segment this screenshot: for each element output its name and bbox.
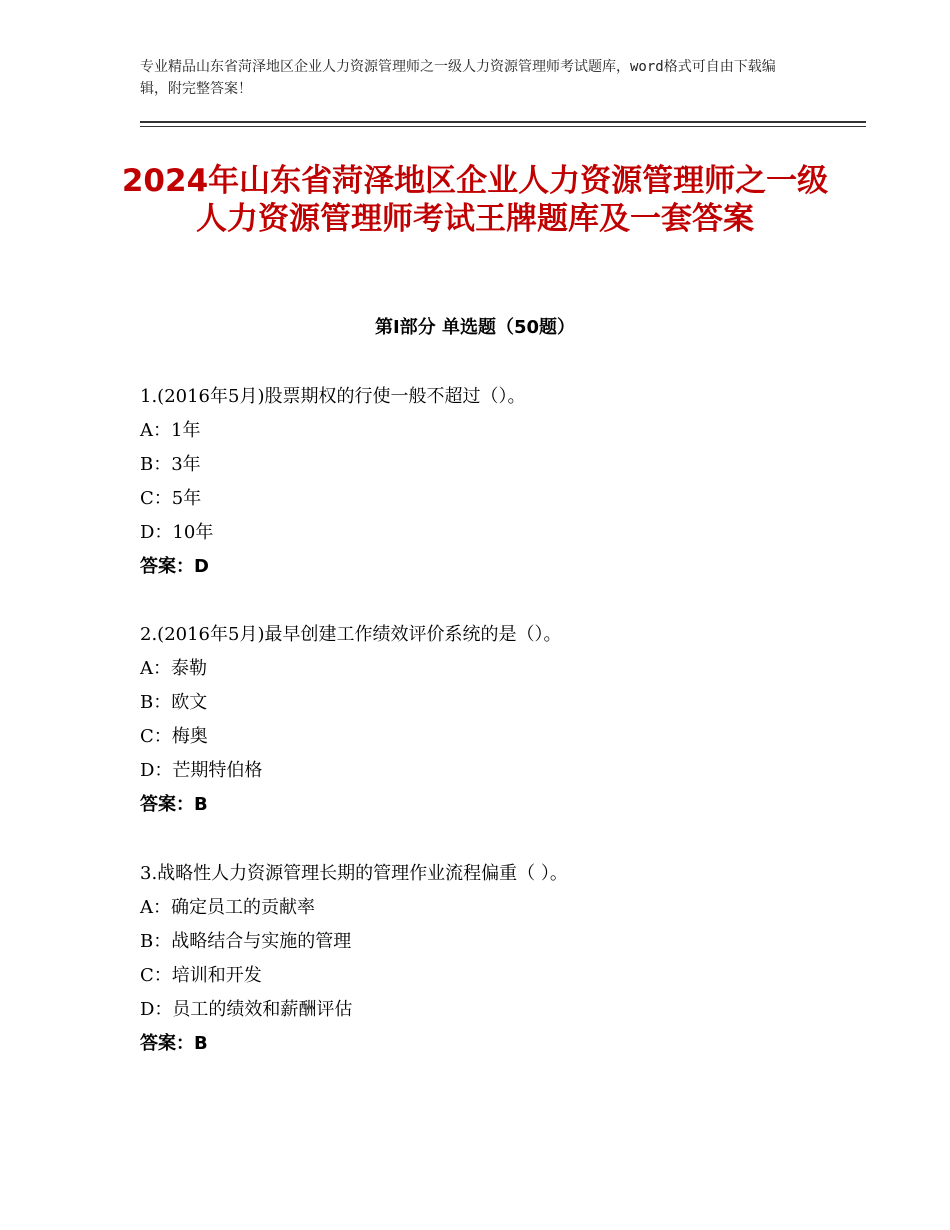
option-c: C：5年 — [140, 488, 202, 509]
question-2 — [140, 618, 860, 822]
answer-label: 答案：B — [140, 1033, 208, 1054]
answer-label: 答案：D — [140, 556, 209, 577]
question-stem: 1.(2016年5月)股票期权的行使一般不超过（）。 — [140, 386, 526, 407]
option-d: D：芒期特伯格 — [140, 760, 263, 781]
question-stem: 2.(2016年5月)最早创建工作绩效评价系统的是（）。 — [140, 624, 562, 645]
option-a: A：确定员工的贡献率 — [140, 897, 315, 918]
header-rule-thick — [140, 121, 866, 123]
option-c: C：梅奥 — [140, 726, 208, 747]
option-c: C：培训和开发 — [140, 965, 262, 986]
option-d: D：10年 — [140, 522, 214, 543]
document-title: 2024年山东省菏泽地区企业人力资源管理师之一级人力资源管理师考试王牌题库及一套答案 — [121, 163, 829, 237]
question-stem: 3.战略性人力资源管理长期的管理作业流程偏重（ ）。 — [140, 863, 568, 884]
question-1 — [140, 380, 860, 584]
option-a: A：1年 — [140, 420, 201, 441]
header-rule-thin — [140, 126, 866, 127]
document-header-note: 专业精品山东省菏泽地区企业人力资源管理师之一级人力资源管理师考试题库，word格式可自由下载编辑，附完整答案！ — [140, 59, 776, 97]
question-3 — [140, 857, 860, 1061]
answer-label: 答案：B — [140, 794, 208, 815]
option-d: D：员工的绩效和薪酬评估 — [140, 999, 353, 1020]
option-b: B：3年 — [140, 454, 201, 475]
option-a: A：泰勒 — [140, 658, 207, 679]
section-heading: 第Ⅰ部分 单选题（50题） — [374, 317, 575, 338]
option-b: B：战略结合与实施的管理 — [140, 931, 352, 952]
option-b: B：欧文 — [140, 692, 208, 713]
